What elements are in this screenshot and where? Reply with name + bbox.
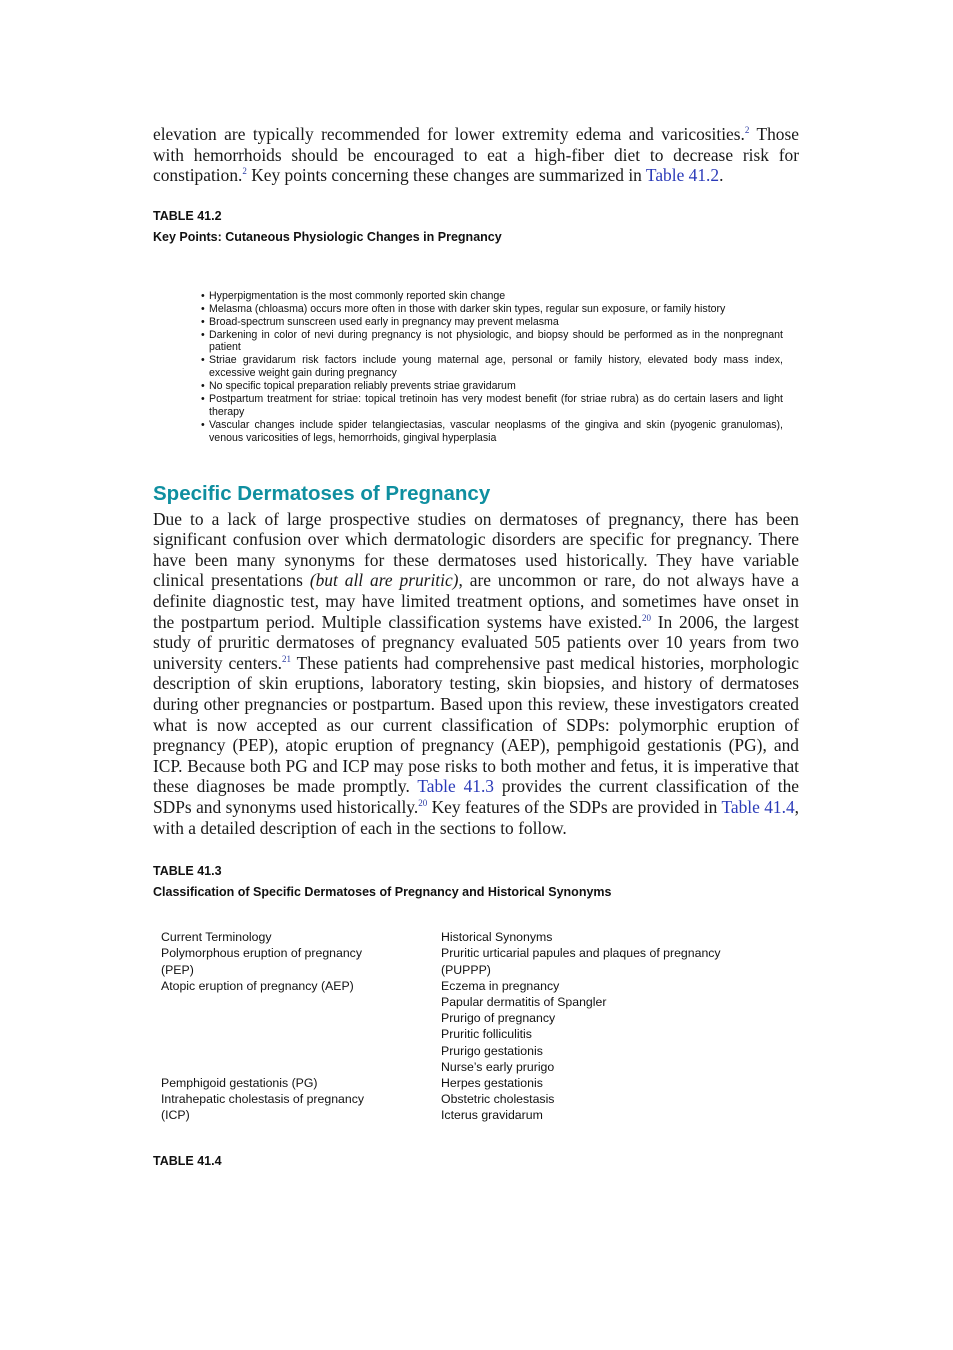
- cell-line: Obstetric cholestasis: [441, 1092, 555, 1107]
- list-item: [201, 303, 783, 316]
- bullet-icon: •: [201, 354, 205, 367]
- cell-line: Intrahepatic cholestasis of pregnancy: [161, 1092, 365, 1107]
- bullet-icon: •: [201, 328, 205, 341]
- table-row: [161, 945, 771, 977]
- cell-line: Atopic eruption of pregnancy (AEP): [161, 978, 354, 993]
- cell-current: [161, 1075, 441, 1091]
- key-points-list: [201, 290, 783, 445]
- cell-current: [161, 945, 441, 977]
- list-item-text: Vascular changes include spider telangiectasias, vascular neoplasms of the gingiva and skin (pyogenic granulomas), venous varicosities of legs, hemorrhoids, gingival hyperplasia: [209, 418, 783, 444]
- intro-text: elevation are typically recommended for lower extremity edema and varicosities.: [153, 124, 745, 144]
- table-41-2-link[interactable]: Table 41.2: [645, 165, 720, 186]
- bullet-icon: •: [201, 418, 205, 431]
- list-item-text: Darkening in color of nevi during pregnancy is not physiologic, and biopsy should be performed as in the nonpregnant patient: [209, 328, 783, 354]
- list-item-text: No specific topical preparation reliably prevents striae gravidarum: [209, 380, 516, 393]
- table-row: [161, 978, 771, 1075]
- table-number: TABLE 41.3: [153, 864, 222, 879]
- bullet-icon: •: [201, 393, 205, 406]
- cell-line: Papular dermatitis of Spangler: [441, 994, 607, 1009]
- reference-superscript[interactable]: 2: [744, 125, 750, 136]
- intro-text: Those with hemorrhoids should be encouraged to eat a high-fiber diet to decrease risk for constipation.: [153, 124, 799, 186]
- cell-historical: [441, 1091, 771, 1123]
- bullet-icon: •: [201, 315, 205, 328]
- table-title: Classification of Specific Dermatoses of Pregnancy and Historical Synonyms: [153, 885, 612, 900]
- cell-line: Pemphigoid gestationis (PG): [161, 1075, 318, 1090]
- section-heading: Specific Dermatoses of Pregnancy: [153, 481, 491, 505]
- list-item: [201, 329, 783, 355]
- list-item: [201, 380, 783, 393]
- table-number: TABLE 41.2: [153, 208, 222, 223]
- paragraph-text: Due to a lack of large prospective studies on dermatoses of pregnancy, there has been significant confusion over which dermatologic disorders are specific for pregnancy. There have been many synonyms for these dermatoses used historically. They have variable clinical presentations: [153, 508, 799, 591]
- intro-paragraph: [153, 124, 799, 186]
- table-41-4-link[interactable]: Table 41.4: [721, 796, 795, 817]
- list-item-text: Hyperpigmentation is the most commonly reported skin change: [209, 289, 506, 302]
- reference-superscript[interactable]: 20: [418, 798, 428, 809]
- table-row: [161, 1075, 771, 1091]
- list-item: [201, 316, 783, 329]
- list-item: [201, 354, 783, 380]
- cell-line: (PEP): [161, 962, 194, 977]
- cell-historical: [441, 1075, 771, 1091]
- cell-line: Icterus gravidarum: [441, 1108, 543, 1123]
- intro-text: Key points concerning these changes are summarized in: [246, 165, 646, 186]
- bullet-icon: •: [201, 380, 205, 393]
- reference-superscript[interactable]: 20: [641, 612, 651, 623]
- list-item: [201, 419, 783, 445]
- synonyms-table: [161, 929, 771, 1123]
- cell-line: Pruritic folliculitis: [441, 1027, 532, 1042]
- cell-current: [161, 978, 441, 1075]
- italic-text: (but all are pruritic): [309, 570, 459, 591]
- paragraph-text: These patients had comprehensive past medical histories, morphologic description of skin eruptions, laboratory testing, skin biopsies, and history of dermatoses during other pregnancies or postpartum. Based upon this review, these investigators created what is now accepted as our current classification of SDPs: polymorphic eruption of pregnancy (PEP), atopic eruption of pregnancy (AEP), pemphigoid gestationis (PG), and ICP. Because both PG and ICP may pose risks to both mother and fetus, it is imperative that these diagnoses be made promptly.: [153, 652, 799, 797]
- list-item-text: Broad-spectrum sunscreen used early in pregnancy may prevent melasma: [209, 315, 559, 328]
- paragraph-text: provides the current classification of the SDPs and synonyms used historically.: [153, 776, 800, 817]
- list-item: [201, 393, 783, 419]
- header-historical: Historical Synonyms: [441, 930, 553, 945]
- cell-historical: [441, 945, 771, 977]
- section-paragraph: [153, 509, 799, 839]
- list-item-text: Melasma (chloasma) occurs more often in those with darker skin types, regular sun exposure, or family history: [209, 302, 726, 315]
- cell-line: (ICP): [161, 1108, 190, 1123]
- cell-current: [161, 1091, 441, 1123]
- cell-line: Nurse’s early prurigo: [441, 1059, 555, 1074]
- list-item-text: Postpartum treatment for striae: topical tretinoin has very modest benefit (for striae rubra) as do certain lasers and light therapy: [209, 393, 783, 418]
- list-item-text: Striae gravidarum risk factors include young maternal age, personal or family history, elevated body mass index, excessive weight gain during pregnancy: [209, 354, 783, 380]
- document-page: [153, 124, 799, 1168]
- cell-line: Prurigo gestationis: [441, 1043, 543, 1058]
- cell-line: (PUPPP): [441, 962, 491, 977]
- paragraph-text: Key features of the SDPs are provided in: [427, 796, 722, 817]
- cell-line: Prurigo of pregnancy: [441, 1011, 556, 1026]
- list-item: [201, 290, 783, 303]
- header-current: Current Terminology: [161, 930, 272, 945]
- paragraph-text: , with a detailed description of each in the sections to follow.: [153, 796, 799, 838]
- intro-text: .: [719, 165, 724, 186]
- bullet-icon: •: [201, 302, 205, 315]
- paragraph-text: In 2006, the largest study of pruritic dermatoses of pregnancy evaluated 505 patients over 10 years from two university centers.: [153, 611, 800, 673]
- cell-line: Polymorphous eruption of pregnancy: [161, 946, 362, 961]
- reference-superscript[interactable]: 2: [242, 166, 247, 177]
- table-title: Key Points: Cutaneous Physiologic Changes in Pregnancy: [153, 229, 502, 244]
- table-row: [161, 1091, 771, 1123]
- table-41-3-link[interactable]: Table 41.3: [417, 776, 495, 797]
- cell-line: Herpes gestationis: [441, 1075, 543, 1090]
- cell-line: Eczema in pregnancy: [441, 978, 560, 993]
- table-header-row: [161, 929, 771, 945]
- paragraph-text: , are uncommon or rare, do not always have a definite diagnostic test, may have limited treatment options, and sometimes have onset in the postpartum period. Multiple classification systems have existed.: [153, 570, 799, 632]
- cell-line: Pruritic urticarial papules and plaques of pregnancy: [441, 946, 721, 961]
- table-number: TABLE 41.4: [153, 1153, 222, 1168]
- cell-historical: [441, 978, 771, 1075]
- reference-superscript[interactable]: 21: [282, 654, 292, 665]
- bullet-icon: •: [201, 289, 205, 302]
